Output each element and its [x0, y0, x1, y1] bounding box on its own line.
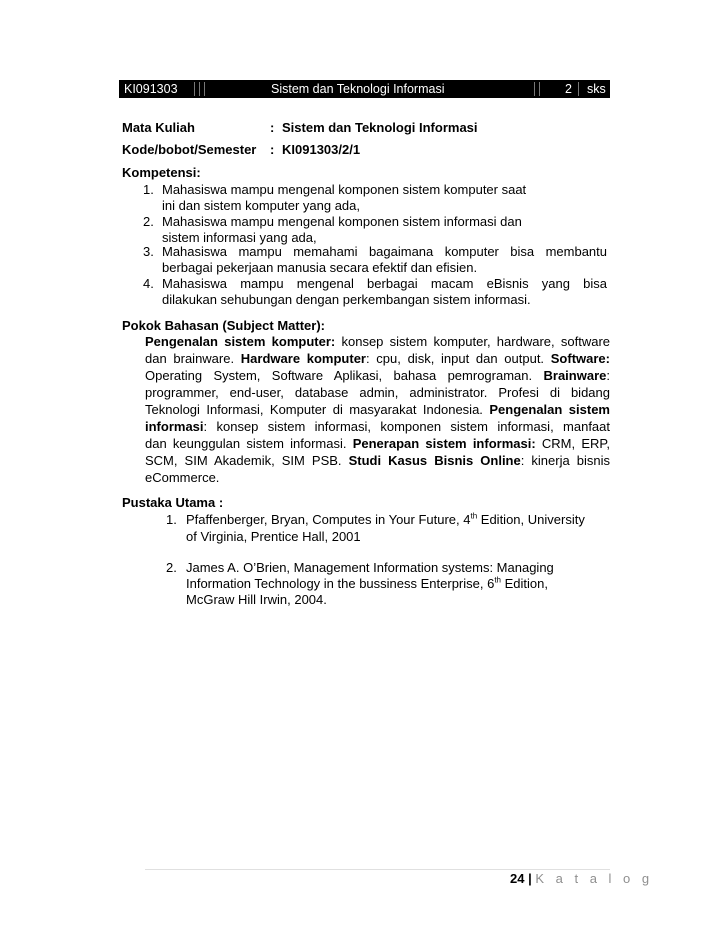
- kompetensi-item-text: ini dan sistem komputer yang ada,: [162, 198, 360, 213]
- footer-separator: |: [528, 871, 532, 886]
- header-credits: 2: [565, 82, 572, 96]
- header-separator: [194, 82, 195, 96]
- pokok-paragraph-line: [145, 334, 610, 350]
- pustaka-item-text: [186, 576, 548, 592]
- pokok-text: : cpu, disk, input dan output.: [365, 351, 551, 366]
- course-header-bar: [119, 80, 610, 98]
- pokok-term: Pengenalan sistem: [489, 402, 610, 417]
- kompetensi-item-text: Mahasiswa mampu mengenal berbagai macam eBisnis yang bisa: [162, 276, 607, 291]
- pustaka-text: Pfaffenberger, Bryan, Computes in Your Future, 4: [186, 512, 471, 527]
- kompetensi-item-number: 2.: [143, 214, 154, 229]
- pokok-term: informasi: [145, 419, 204, 434]
- pokok-paragraph-line: [145, 419, 610, 435]
- header-separator: [534, 82, 535, 96]
- pokok-heading: Pokok Bahasan (Subject Matter):: [122, 318, 325, 333]
- pokok-term: Software:: [550, 351, 610, 366]
- header-separator: [539, 82, 540, 96]
- header-course-code: KI091303: [124, 82, 178, 96]
- pokok-term: Pengenalan sistem komputer:: [145, 334, 336, 349]
- pustaka-superscript: th: [470, 511, 478, 521]
- kompetensi-item-text: Mahasiswa mampu mengenal komponen sistem informasi dan: [162, 214, 522, 229]
- pustaka-text: Edition,: [501, 576, 548, 591]
- pokok-text: Teknologi Informasi, Komputer di masyarakat Indonesia.: [145, 402, 490, 417]
- kompetensi-item-number: 1.: [143, 182, 154, 197]
- pokok-text: Operating System, Software Aplikasi, bahasa pemrograman.: [145, 368, 544, 383]
- info-colon: :: [270, 142, 275, 157]
- pustaka-superscript: th: [494, 575, 501, 585]
- pustaka-item-number: 1.: [166, 512, 177, 527]
- kompetensi-item-text: Mahasiswa mampu memahami bagaimana komputer bisa membantu: [162, 244, 607, 259]
- pokok-term: Hardware komputer: [240, 351, 366, 366]
- pustaka-text: Edition, University: [477, 512, 585, 527]
- pokok-paragraph-line: [145, 436, 610, 452]
- pokok-term: Brainware: [543, 368, 607, 383]
- kompetensi-item-text: Mahasiswa mampu mengenal komponen sistem komputer saat: [162, 182, 527, 197]
- footer-label: K a t a l o g: [535, 871, 654, 886]
- pokok-text: :: [606, 368, 610, 383]
- pustaka-item-text: McGraw Hill Irwin, 2004.: [186, 592, 327, 607]
- kompetensi-item-number: 3.: [143, 244, 154, 259]
- header-credits-unit: sks: [587, 82, 606, 96]
- info-value-code: KI091303/2/1: [282, 142, 361, 157]
- pokok-text: : kinerja bisnis: [520, 453, 610, 468]
- pustaka-heading: Pustaka Utama :: [122, 495, 224, 510]
- pokok-text: eCommerce.: [145, 470, 220, 485]
- pokok-paragraph-line: [145, 351, 610, 367]
- pustaka-item-text: of Virginia, Prentice Hall, 2001: [186, 529, 361, 544]
- info-value-course: Sistem dan Teknologi Informasi: [282, 120, 478, 135]
- pokok-paragraph-line: [145, 453, 610, 469]
- pustaka-item-text: James A. O’Brien, Management Information systems: Managing: [186, 560, 554, 575]
- pokok-text: CRM, ERP,: [535, 436, 610, 451]
- header-course-title: Sistem dan Teknologi Informasi: [271, 82, 445, 96]
- pokok-term: Penerapan sistem informasi:: [352, 436, 536, 451]
- page-footer: [510, 871, 653, 886]
- header-separator: [199, 82, 200, 96]
- pustaka-item-text: [186, 512, 585, 528]
- pokok-text: programmer, end-user, database admin, administrator. Profesi di bidang: [145, 385, 610, 400]
- page-number: 24: [510, 871, 525, 886]
- pokok-paragraph-line: [145, 470, 219, 486]
- pokok-text: SCM, SIM Akademik, SIM PSB.: [145, 453, 349, 468]
- info-label-course: Mata Kuliah: [122, 120, 195, 135]
- pokok-text: dan keunggulan sistem informasi.: [145, 436, 353, 451]
- footer-divider: [145, 869, 610, 870]
- pokok-text: : konsep sistem informasi, komponen sistem informasi, manfaat: [203, 419, 610, 434]
- pokok-term: Studi Kasus Bisnis Online: [348, 453, 521, 468]
- kompetensi-item-text: dilakukan sehubungan dengan perkembangan sistem informasi.: [162, 292, 531, 307]
- pokok-paragraph-line: [145, 368, 610, 384]
- pokok-text: konsep sistem komputer, hardware, software: [335, 334, 610, 349]
- kompetensi-item-text: sistem informasi yang ada,: [162, 230, 317, 245]
- kompetensi-heading: Kompetensi:: [122, 165, 201, 180]
- pokok-paragraph-line: [145, 402, 610, 418]
- pustaka-item-number: 2.: [166, 560, 177, 575]
- info-colon: :: [270, 120, 275, 135]
- pokok-paragraph-line: [145, 385, 610, 401]
- kompetensi-item-text: berbagai pekerjaan manusia secara efektif dan efisien.: [162, 260, 478, 275]
- header-separator: [578, 82, 579, 96]
- pokok-text: dan brainware.: [145, 351, 241, 366]
- kompetensi-item-number: 4.: [143, 276, 154, 291]
- header-separator: [204, 82, 205, 96]
- info-label-code: Kode/bobot/Semester: [122, 142, 257, 157]
- pustaka-text: Information Technology in the bussiness Enterprise, 6: [186, 576, 495, 591]
